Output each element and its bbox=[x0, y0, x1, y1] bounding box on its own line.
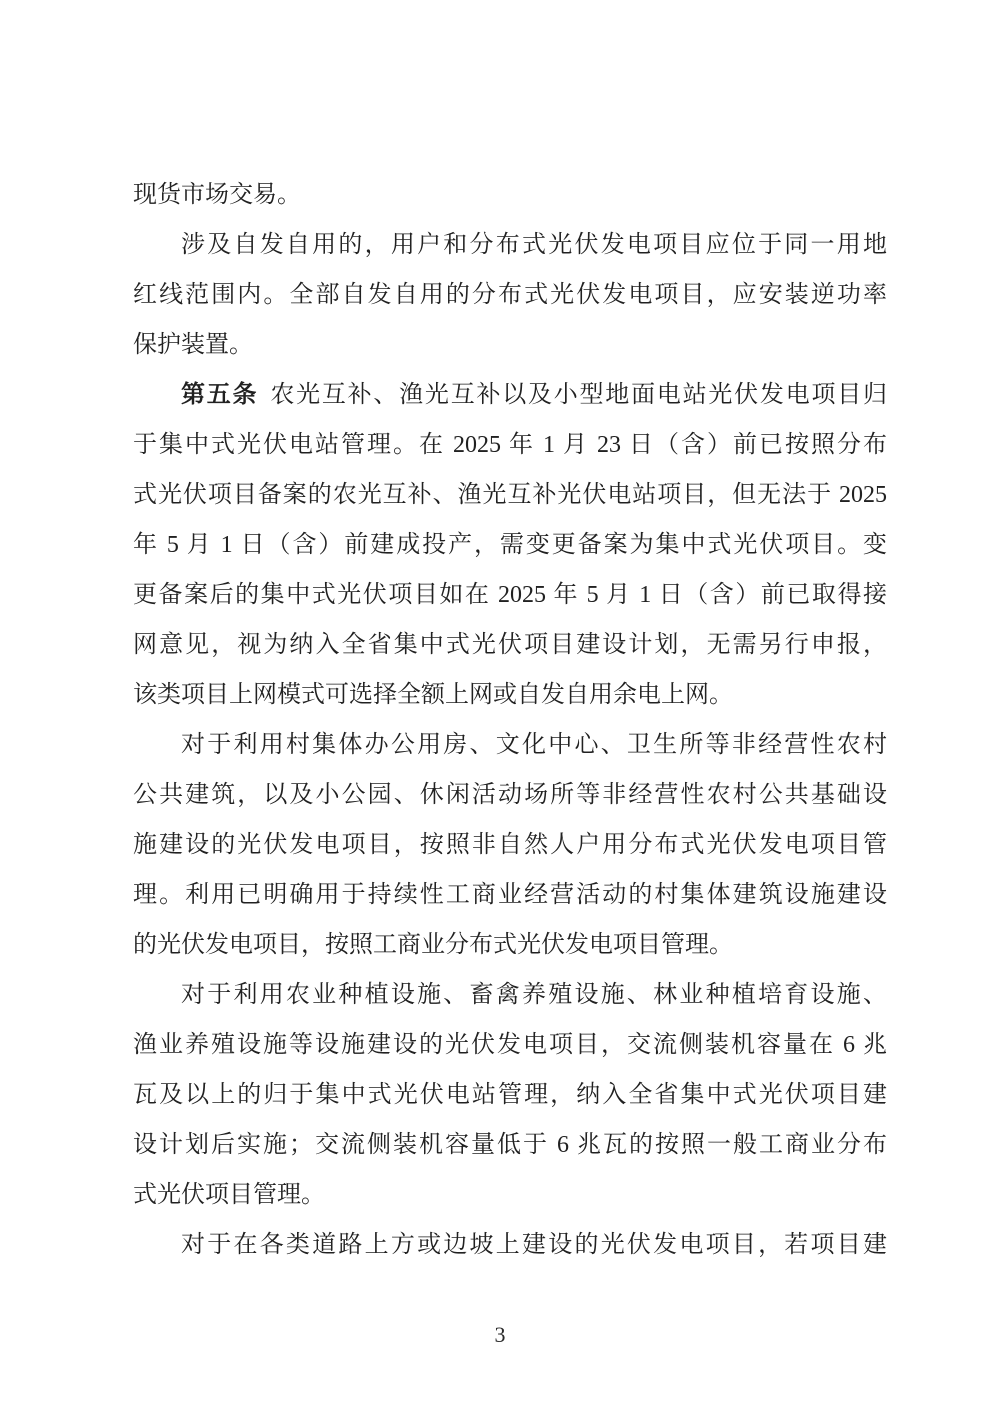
text-line: 设计划后实施；交流侧装机容量低于 6 兆瓦的按照一般工商业分布 bbox=[133, 1132, 887, 1158]
text-line: 的光伏发电项目，按照工商业分布式光伏发电项目管理。 bbox=[133, 932, 733, 958]
page-number: 3 bbox=[494, 1322, 506, 1347]
text-line bbox=[133, 370, 887, 420]
text-line: 更备案后的集中式光伏项目如在 2025 年 5 月 1 日（含）前已取得接 bbox=[133, 582, 887, 608]
text-line: 红线范围内。全部自发自用的分布式光伏发电项目，应安装逆功率 bbox=[133, 282, 887, 308]
text-line: 式光伏项目备案的农光互补、渔光互补光伏电站项目，但无法于 2025 bbox=[133, 482, 887, 508]
text-line: 该类项目上网模式可选择全额上网或自发自用余电上网。 bbox=[133, 682, 733, 708]
text-line: 年 5 月 1 日（含）前建成投产，需变更备案为集中式光伏项目。变 bbox=[133, 532, 887, 558]
text-line: 现货市场交易。 bbox=[133, 182, 301, 208]
text-line: 保护装置。 bbox=[133, 332, 253, 358]
text-line: 式光伏项目管理。 bbox=[133, 1182, 325, 1208]
text-line: 瓦及以上的归于集中式光伏电站管理，纳入全省集中式光伏项目建 bbox=[133, 1082, 887, 1108]
text-line: 渔业养殖设施等设施建设的光伏发电项目，交流侧装机容量在 6 兆 bbox=[133, 1032, 887, 1058]
article-number: 第五条 bbox=[181, 382, 259, 408]
text-line: 对于利用村集体办公用房、文化中心、卫生所等非经营性农村 bbox=[181, 732, 887, 758]
text-line: 网意见，视为纳入全省集中式光伏项目建设计划，无需另行申报， bbox=[133, 632, 887, 658]
text-line-content: 农光互补、渔光互补以及小型地面电站光伏发电项目归 bbox=[270, 382, 887, 408]
text-line: 对于利用农业种植设施、畜禽养殖设施、林业种植培育设施、 bbox=[181, 982, 887, 1008]
text-line: 于集中式光伏电站管理。在 2025 年 1 月 23 日（含）前已按照分布 bbox=[133, 432, 887, 458]
text-line: 对于在各类道路上方或边坡上建设的光伏发电项目，若项目建 bbox=[181, 1232, 887, 1258]
text-line: 涉及自发自用的，用户和分布式光伏发电项目应位于同一用地 bbox=[181, 232, 887, 258]
text-line: 施建设的光伏发电项目，按照非自然人户用分布式光伏发电项目管 bbox=[133, 832, 887, 858]
text-line: 公共建筑，以及小公园、休闲活动场所等非经营性农村公共基础设 bbox=[133, 782, 887, 808]
text-line: 理。利用已明确用于持续性工商业经营活动的村集体建筑设施建设 bbox=[133, 882, 887, 908]
document-body bbox=[133, 170, 887, 1270]
